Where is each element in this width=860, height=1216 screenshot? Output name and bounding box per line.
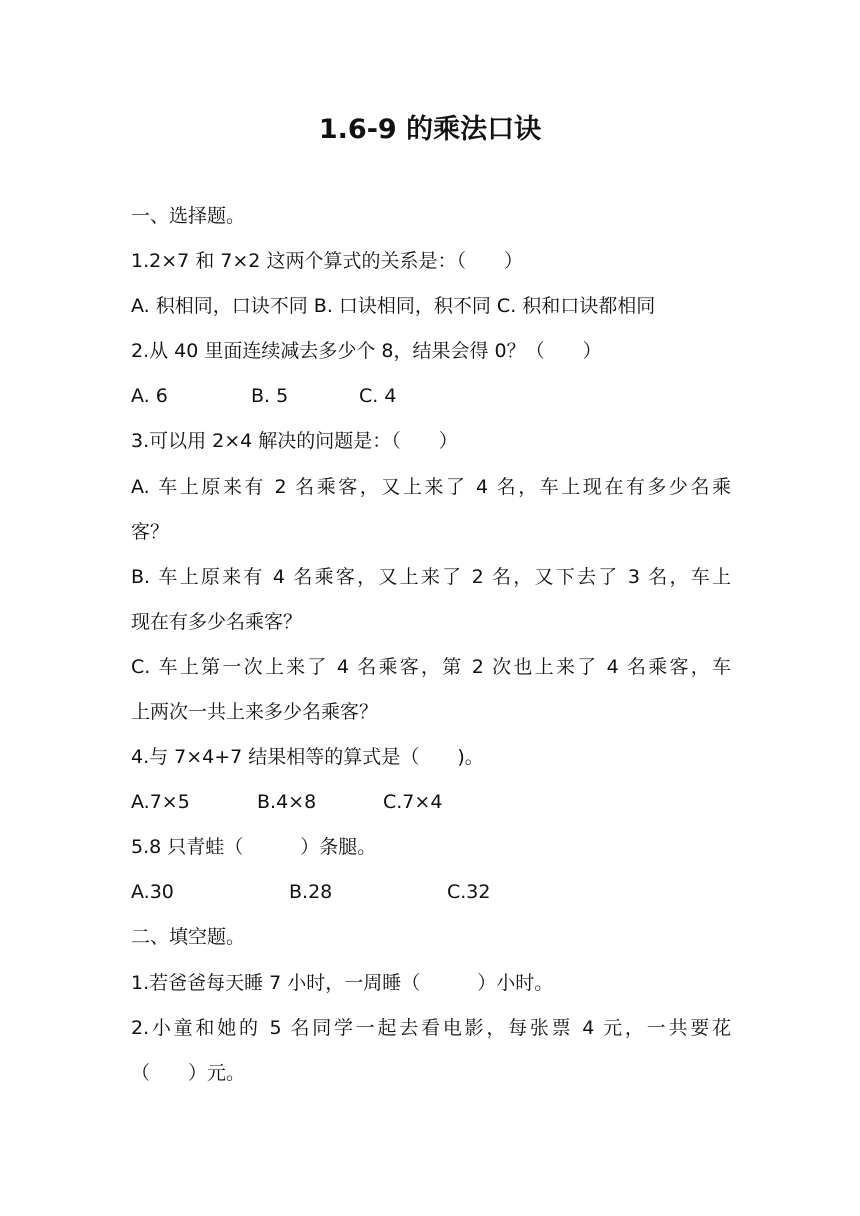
- option-b: B.4×8: [257, 791, 317, 813]
- question-3-option-a-line1: A. 车上原来有 2 名乘客，又上来了 4 名，车上现在有多少名乘: [131, 476, 731, 498]
- fill-question-2-line1: 2.小童和她的 5 名同学一起去看电影，每张票 4 元，一共要花: [131, 1017, 731, 1039]
- question-2: 2.从 40 里面连续减去多少个 8，结果会得 0？（ ）: [131, 340, 602, 362]
- question-3-option-a-line2: 客？: [131, 521, 170, 543]
- question-3: 3.可以用 2×4 解决的问题是：（ ）: [131, 430, 458, 452]
- question-1: 1.2×7 和 7×2 这两个算式的关系是：（ ）: [131, 250, 523, 272]
- page-title: 1.6-9 的乘法口诀: [318, 114, 542, 145]
- question-1-options: A. 积相同，口诀不同 B. 口诀相同，积不同 C. 积和口诀都相同: [131, 295, 656, 317]
- question-3-option-c-line2: 上两次一共上来多少名乘客？: [131, 701, 379, 723]
- question-5-options: [131, 877, 731, 907]
- section-heading-choice: 一、选择题。: [131, 205, 246, 227]
- option-b: B.28: [289, 881, 333, 903]
- option-a: A.30: [131, 881, 174, 903]
- question-4-options: [131, 787, 731, 817]
- question-4: 4.与 7×4+7 结果相等的算式是（ )。: [131, 746, 484, 768]
- option-a: A.7×5: [131, 791, 190, 813]
- question-3-option-b-line2: 现在有多少名乘客？: [131, 611, 303, 633]
- option-c: C.7×4: [383, 791, 443, 813]
- question-3-option-c-line1: C. 车上第一次上来了 4 名乘客，第 2 次也上来了 4 名乘客，车: [131, 656, 731, 678]
- section-heading-fill: 二、填空题。: [131, 926, 246, 948]
- option-c: C.32: [447, 881, 491, 903]
- option-c: C. 4: [359, 385, 397, 407]
- option-a: A. 6: [131, 385, 168, 407]
- question-2-options: [131, 381, 731, 411]
- question-3-option-b-line1: B. 车上原来有 4 名乘客，又上来了 2 名，又下去了 3 名，车上: [131, 566, 731, 588]
- question-5: 5.8 只青蛙（ ）条腿。: [131, 836, 377, 858]
- option-b: B. 5: [251, 385, 289, 407]
- fill-question-2-line2: （ ）元。: [131, 1062, 246, 1084]
- fill-question-1: 1.若爸爸每天睡 7 小时，一周睡（ ）小时。: [131, 972, 554, 994]
